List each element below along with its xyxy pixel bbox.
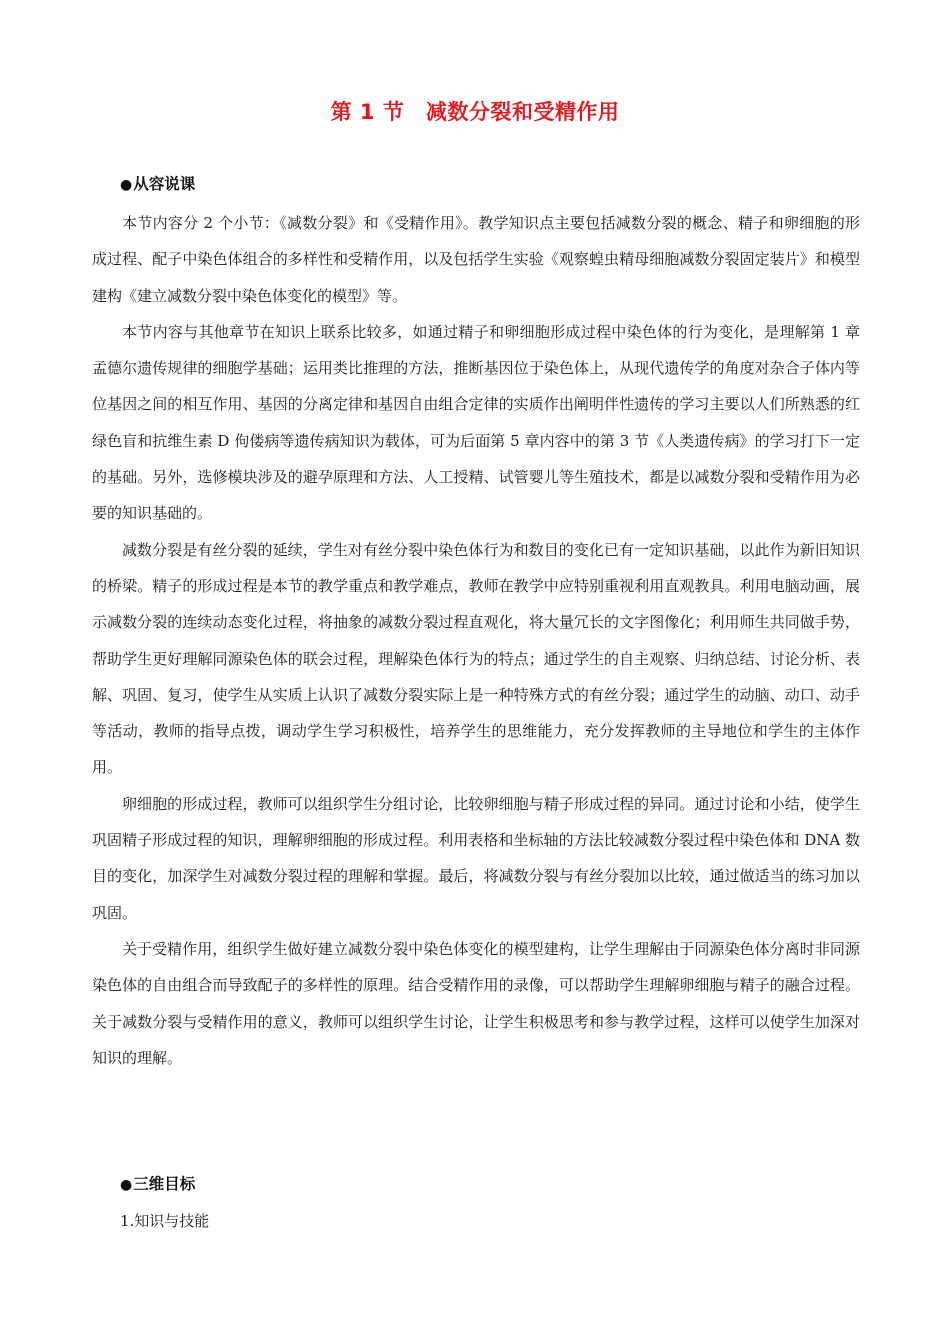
section-heading-goals <box>120 1172 195 1194</box>
goals-item-knowledge-skills: 1.知识与技能 <box>120 1212 210 1230</box>
paragraph: 减数分裂是有丝分裂的延续，学生对有丝分裂中染色体行为和数目的变化已有一定知识基础，以此作为新旧知识的桥梁。精子的形成过程是本节的教学重点和教学难点，教师在教学中应特别重视利用直观教具。利用电脑动画，展示减数分裂的连续动态变化过程，将抽象的减数分裂过程直观化，将大量冗长的文字图像化；利用师生共同做手势，帮助学生更好理解同源染色体的联会过程，理解染色体行为的特点；通过学生的自主观察、归纳总结、讨论分析、表解、巩固、复习，使学生从实质上认识了减数分裂实际上是一种特殊方式的有丝分裂；通过学生的动脑、动口、动手等活动，教师的指导点拨，调动学生学习积极性，培养学生的思维能力，充分发挥教师的主导地位和学生的主体作用。 <box>92 540 860 777</box>
section-heading-goals-label: 三维目标 <box>133 1175 196 1193</box>
paragraph: 关于受精作用，组织学生做好建立减数分裂中染色体变化的模型建构，让学生理解由于同源染色体分离时非同源染色体的自由组合而导致配子的多样性的原理。结合受精作用的录像，可以帮助学生理解卵细胞与精子的融合过程。关于减数分裂与受精作用的意义，教师可以组织学生讨论，让学生积极思考和参与教学过程，这样可以使学生加深对知识的理解。 <box>92 939 860 1067</box>
section-heading-intro-label: 从容说课 <box>133 175 196 193</box>
paragraph: 卵细胞的形成过程，教师可以组织学生分组讨论，比较卵细胞与精子形成过程的异同。通过讨论和小结，使学生巩固精子形成过程的知识，理解卵细胞的形成过程。利用表格和坐标轴的方法比较减数分裂过程中染色体和 DNA 数目的变化，加深学生对减数分裂过程的理解和掌握。最后，将减数分裂与有丝分裂加以比较，通过做适当的练习加以巩固。 <box>92 794 860 922</box>
bullet-icon: ● <box>120 177 133 193</box>
paragraph: 本节内容分 2 个小节：《减数分裂》和《受精作用》。教学知识点主要包括减数分裂的概念、精子和卵细胞的形成过程、配子中染色体组合的多样性和受精作用，以及包括学生实验《观察蝗虫精母细胞减数分裂固定装片》和模型建构《建立减数分裂中染色体变化的模型》等。 <box>92 214 860 305</box>
page-title: 第 1 节 减数分裂和受精作用 <box>330 100 620 124</box>
paragraph: 本节内容与其他章节在知识上联系比较多，如通过精子和卵细胞形成过程中染色体的行为变化，是理解第 1 章孟德尔遗传规律的细胞学基础；运用类比推理的方法，推断基因位于染色体上，从现代遗传学的角度对杂合子体内等位基因之间的相互作用、基因的分离定律和基因自由组合定律的实质作出阐明伴性遗传的学习主要以人们所熟悉的红绿色盲和抗维生素 D 佝偻病等遗传病知识为载体，可为后面第 5 章内容中的第 3 节《人类遗传病》的学习打下一定的基础。另外，选修模块涉及的避孕原理和方法、人工授精、试管婴儿等生殖技术，都是以减数分裂和受精作用为必要的知识基础的。 <box>92 322 860 523</box>
bullet-icon: ● <box>120 1177 133 1193</box>
section-heading-intro <box>120 172 195 194</box>
document-body <box>92 205 860 1076</box>
